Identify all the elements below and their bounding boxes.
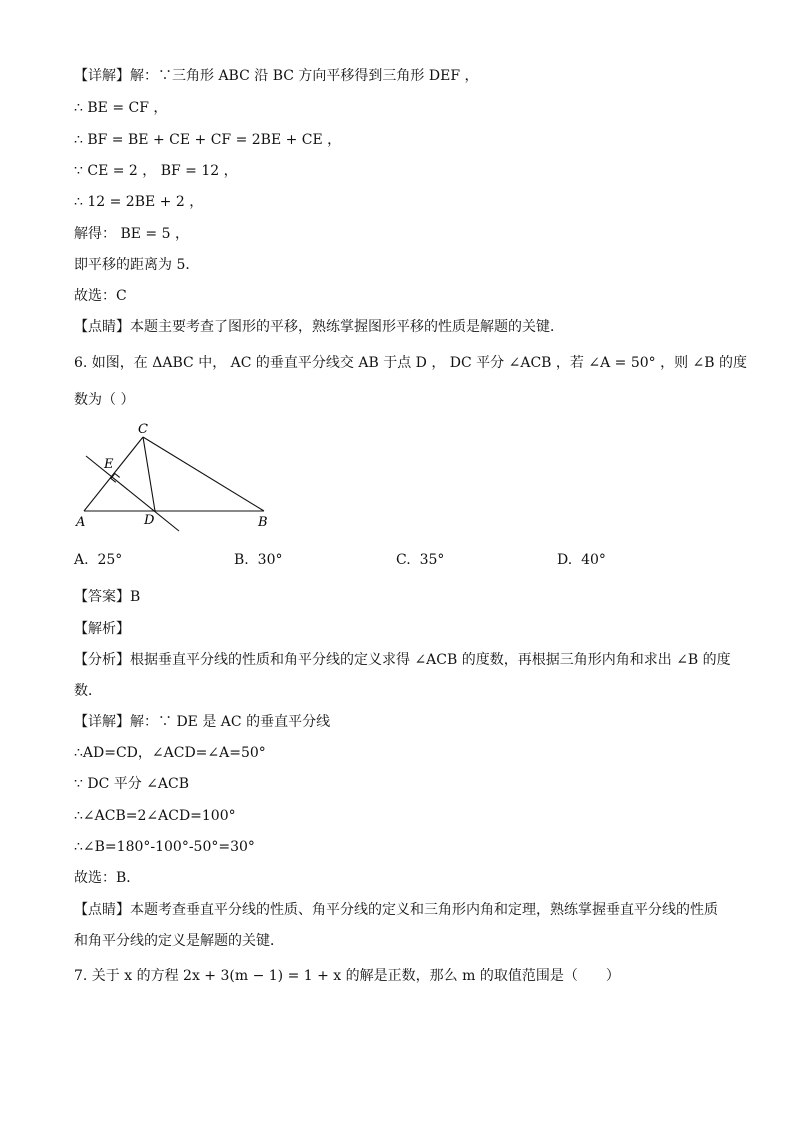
detail-line-3: ∵ DC 平分 ∠ACB xyxy=(74,776,190,792)
perpendicular-bisector xyxy=(86,456,179,531)
option-b-letter: B. xyxy=(234,552,249,568)
option-c-value: 35° xyxy=(419,552,445,568)
choose-line: 故选：B． xyxy=(74,870,141,886)
line-3: ∴ BF = BE + CE + CF = 2BE + CE ， xyxy=(74,132,342,148)
line-4: ∵ CE = 2 ， BF = 12 ， xyxy=(74,163,238,179)
detail-line-4: ∴∠ACB=2∠ACD=100° xyxy=(74,808,236,824)
comment-line-1: 【点睛】本题考查垂直平分线的性质、角平分线的定义和三角形内角和定理，熟练掌握垂直平分线的性质 xyxy=(74,902,718,918)
option-d-value: 40° xyxy=(581,552,606,568)
line-7: 即平移的距离为 5． xyxy=(74,257,200,273)
question-6-line-2: 数为（ ） xyxy=(74,392,135,408)
detail-line-5: ∴∠B=180°-100°-50°=30° xyxy=(74,839,255,855)
label-a: A xyxy=(76,515,86,530)
question-7-line: 7. 关于 x 的方程 2x + 3(m − 1) = 1 + x 的解是正数，那么 m 的取值范围是（ ） xyxy=(74,968,620,984)
answer-line: 【答案】B xyxy=(74,589,141,605)
line-1: 【详解】解：∵三角形 ABC 沿 BC 方向平移得到三角形 DEF ， xyxy=(74,68,479,84)
analysis-line-1: 【分析】根据垂直平分线的性质和角平分线的定义求得 ∠ACB 的度数，再根据三角形内角和求出 ∠B 的度 xyxy=(74,652,731,668)
triangle-diagram xyxy=(70,416,280,534)
segment-cd xyxy=(143,437,155,511)
label-e: E xyxy=(104,457,114,472)
option-b-value: 30° xyxy=(257,552,283,568)
triangle-figure xyxy=(70,416,280,534)
line-6: 解得： BE = 5 ， xyxy=(74,226,189,242)
option-a-letter: A. xyxy=(74,552,89,568)
option-d-letter: D. xyxy=(557,552,573,568)
detail-line-1: 【详解】解：∵ DE 是 AC 的垂直平分线 xyxy=(74,714,331,730)
option-b[interactable] xyxy=(234,550,282,570)
option-a[interactable] xyxy=(74,550,122,570)
comment-line-2: 和角平分线的定义是解题的关键． xyxy=(74,933,284,949)
line-5: ∴ 12 = 2BE + 2 ， xyxy=(74,194,204,210)
segment-cb xyxy=(143,437,264,511)
detail-line-2: ∴AD=CD，∠ACD=∠A=50° xyxy=(74,745,266,761)
segment-ac xyxy=(84,437,143,511)
option-c-letter: C. xyxy=(396,552,411,568)
option-a-value: 25° xyxy=(97,552,123,568)
label-c: C xyxy=(138,422,148,437)
line-2: ∴ BE = CF ， xyxy=(74,100,168,116)
label-d: D xyxy=(144,513,155,528)
line-9: 【点睛】本题主要考查了图形的平移，熟练掌握图形平移的性质是解题的关键． xyxy=(74,319,564,335)
line-8: 故选：C xyxy=(74,288,127,304)
option-d[interactable] xyxy=(557,550,606,570)
option-c[interactable] xyxy=(396,550,444,570)
analysis-line-2: 数． xyxy=(74,683,102,699)
label-b: B xyxy=(258,515,268,530)
analysis-header: 【解析】 xyxy=(74,621,130,637)
question-6-line-1: 6. 如图，在 ΔABC 中， AC 的垂直平分线交 AB 于点 D ， DC 平分 ∠ACB ，若 ∠A = 50° ，则 ∠B 的度 xyxy=(74,355,748,371)
